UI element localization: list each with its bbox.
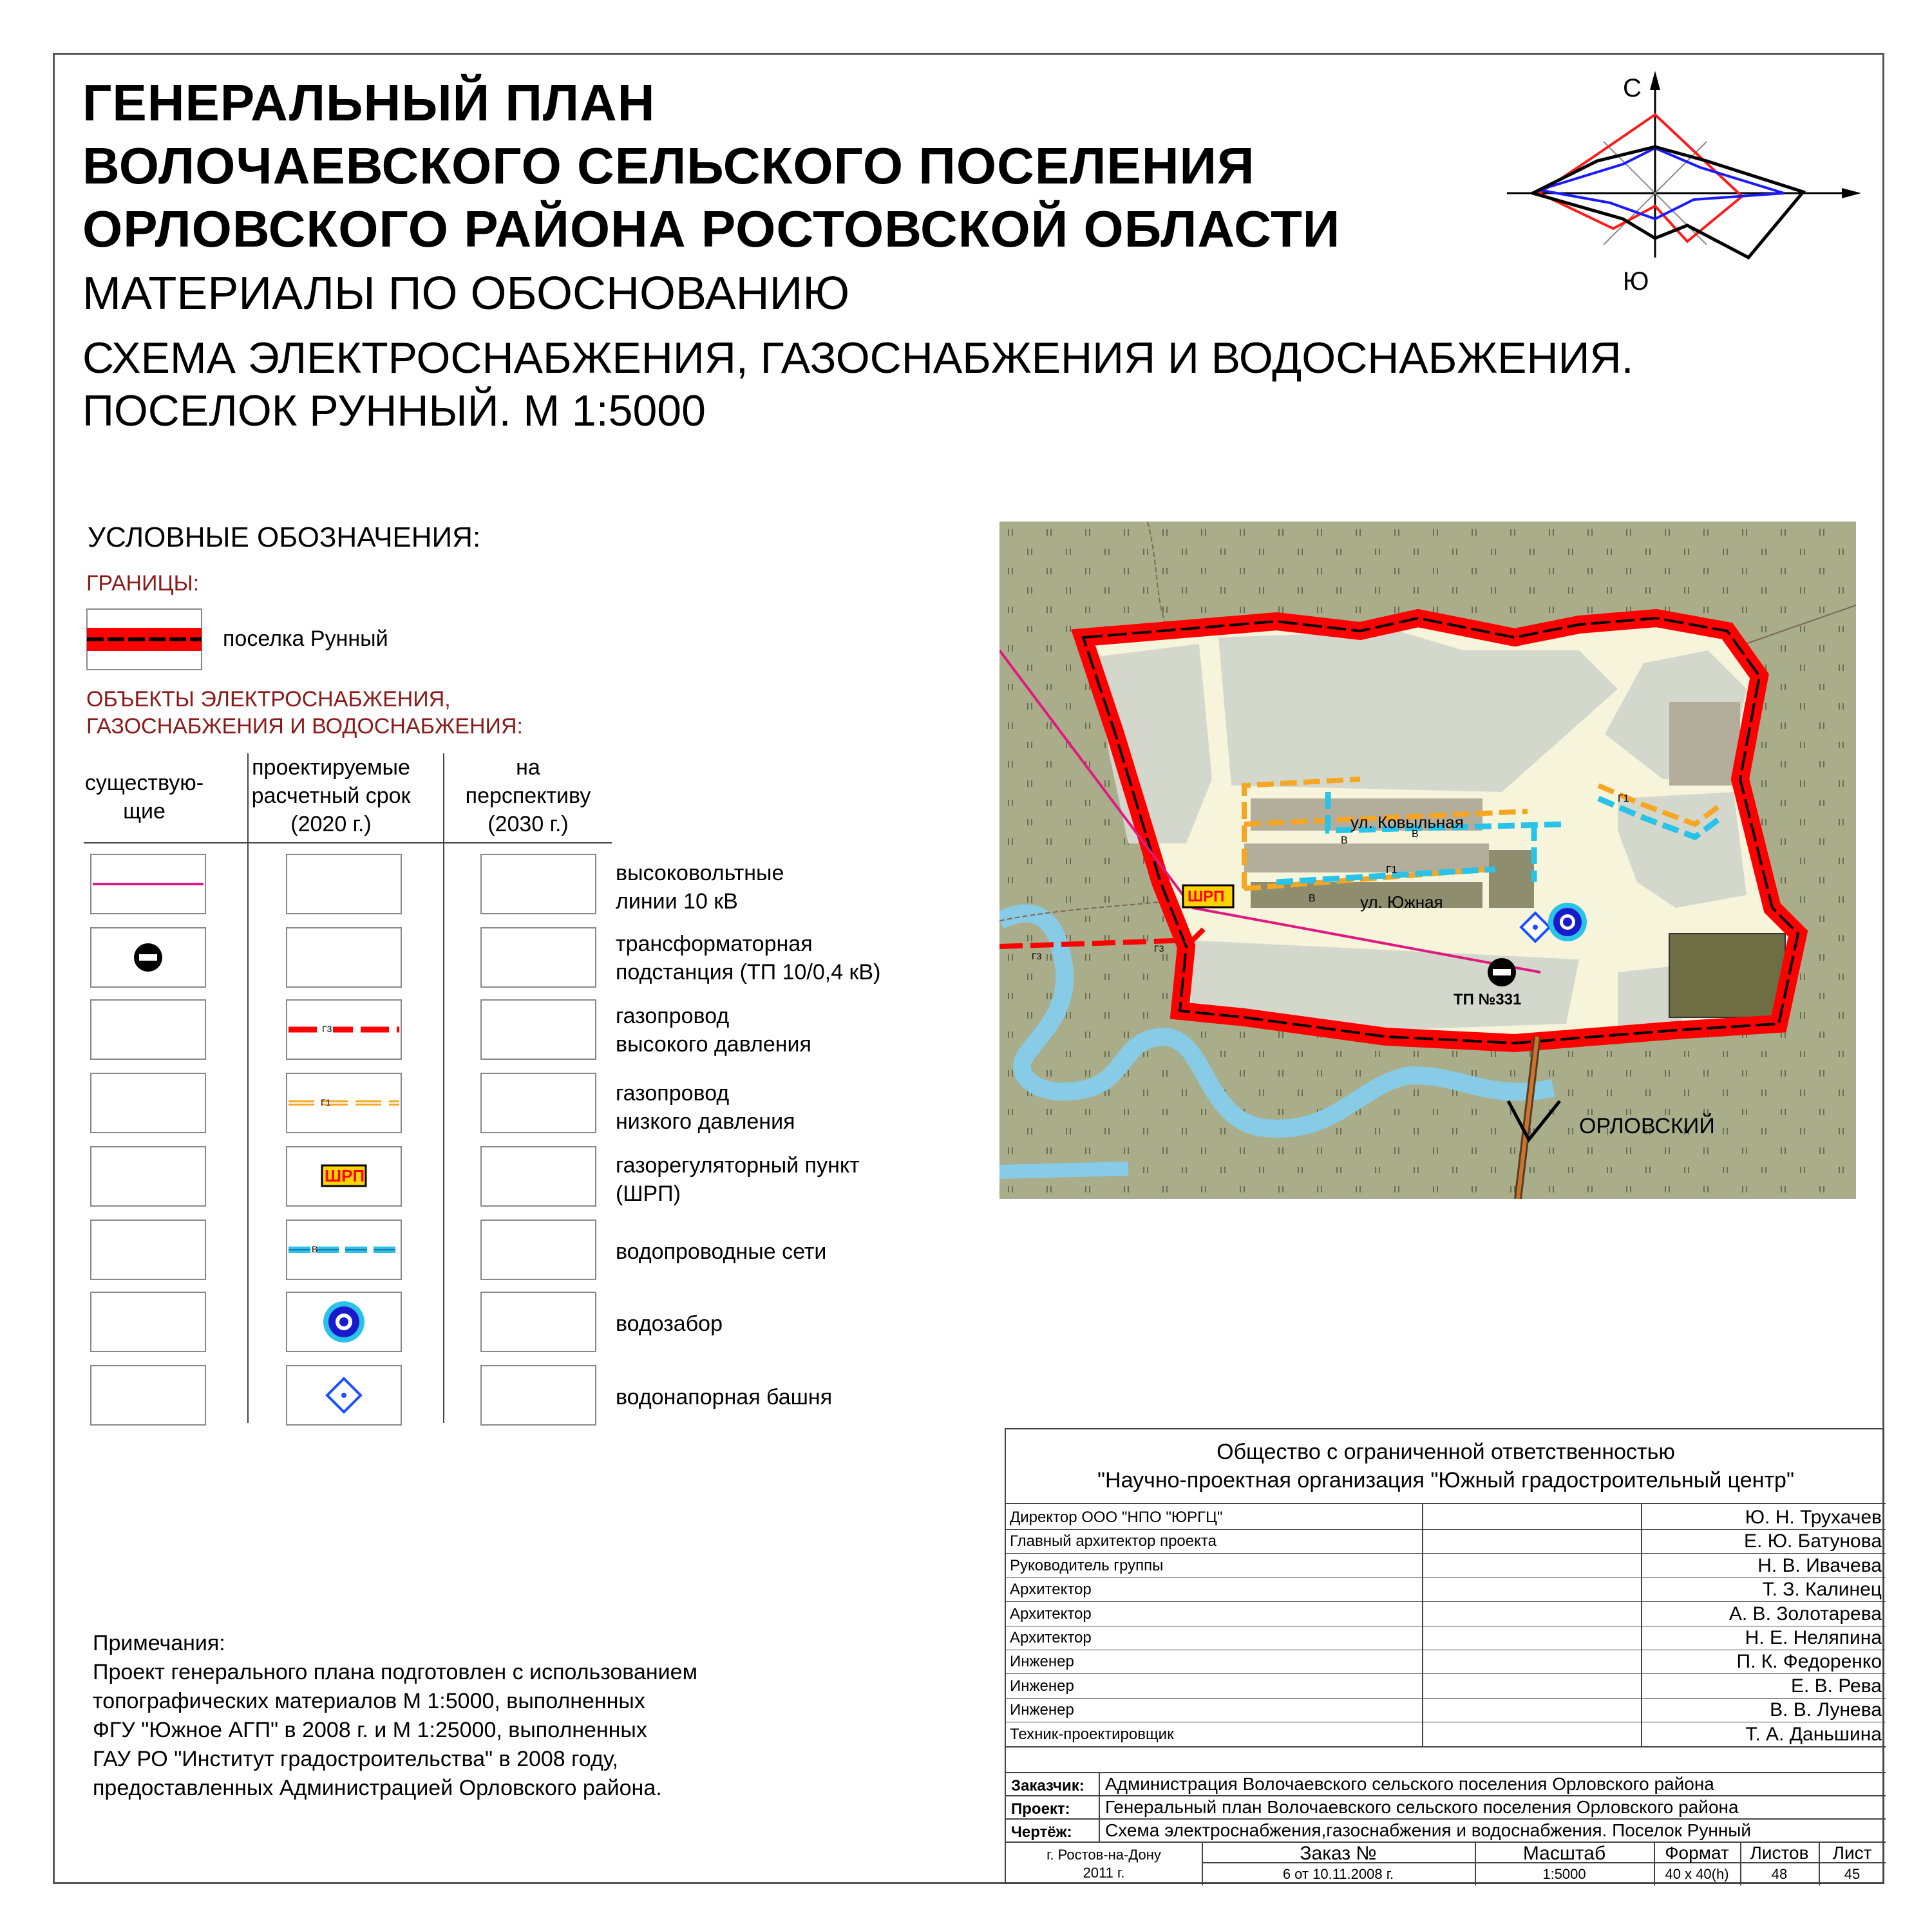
legend-item-tower: водонапорная башня	[616, 1385, 833, 1409]
legend-col-divider-2	[443, 753, 444, 1423]
svg-text:В: В	[1341, 835, 1348, 846]
legend-v-label: В	[312, 1244, 318, 1254]
legend-gas-high-icon	[286, 999, 402, 1060]
svg-text:ШРП: ШРП	[1188, 888, 1225, 905]
stamp-person: Н. Е. Неляпина	[1745, 1627, 1882, 1648]
legend-box-tower-existing	[90, 1365, 206, 1426]
title-line-4: МАТЕРИАЛЫ ПО ОБОСНОВАНИЮ	[82, 268, 850, 319]
stamp-drawing: Схема электроснабжения,газоснабжения и водоснабжения. Поселок Рунный	[1105, 1820, 1752, 1840]
legend-item-gas-high: газопровод высокого давления	[616, 1004, 811, 1057]
stamp-org-2: "Научно-проектная организация "Южный градостроительный центр"	[1097, 1468, 1795, 1493]
stamp-role: Техник-проектировщик	[1010, 1725, 1174, 1743]
stamp-role: Инженер	[1010, 1677, 1074, 1695]
road-label: ОРЛОВСКИЙ	[1579, 1114, 1715, 1138]
svg-text:Г3: Г3	[1154, 943, 1164, 954]
svg-text:Г1: Г1	[1618, 793, 1629, 804]
title-line-6: ПОСЕЛОК РУННЫЙ. М 1:5000	[82, 386, 706, 435]
legend-header-divider	[84, 842, 612, 843]
legend-box-shrp-future	[480, 1146, 596, 1207]
legend-box-intake-future	[480, 1292, 596, 1352]
stamp-customer-label: Заказчик:	[1011, 1777, 1084, 1794]
stamp-project-label: Проект:	[1011, 1800, 1070, 1818]
legend-objects-heading-1: ОБЪЕКТЫ ЭЛЕКТРОСНАБЖЕНИЯ,	[86, 687, 451, 711]
title-stamp	[1005, 1428, 1884, 1884]
legend-item-gas-low: газопровод низкого давления	[616, 1081, 795, 1134]
stamp-role: Архитектор	[1010, 1605, 1092, 1623]
note-line-4: ГАУ РО "Институт градостроительства" в 2008 году,	[93, 1747, 618, 1771]
note-line-3: ФГУ "Южное АГП" в 2008 г. и М 1:25000, выполненных	[93, 1718, 647, 1742]
title-line-2: ВОЛОЧАЕВСКОГО СЕЛЬСКОГО ПОСЕЛЕНИЯ	[82, 137, 1255, 194]
stamp-person: П. К. Федоренко	[1736, 1651, 1882, 1673]
svg-text:В: В	[1309, 893, 1316, 904]
legend-box-tp-future	[480, 927, 596, 988]
north-arrow-icon	[1650, 71, 1660, 90]
compass-south-label: Ю	[1623, 267, 1649, 296]
stamp-role: Главный архитектор проекта	[1010, 1532, 1217, 1550]
tp-label: ТП №331	[1454, 991, 1522, 1008]
legend-box-v-existing	[90, 1220, 206, 1280]
stamp-role: Директор ООО "НПО "ЮРГЦ"	[1010, 1509, 1223, 1526]
stamp-project: Генеральный план Волочаевского сельского поселения Орловского района	[1105, 1797, 1739, 1817]
stamp-person: Ю. Н. Трухачев	[1745, 1507, 1882, 1528]
legend-objects-heading-2: ГАЗОСНАБЖЕНИЯ И ВОДОСНАБЖЕНИЯ:	[86, 714, 523, 739]
legend-shrp-label: ШРП	[325, 1166, 365, 1185]
street-kovylnaya: ул. Ковыльная	[1350, 813, 1464, 832]
street-yuzhnaya: ул. Южная	[1360, 892, 1443, 912]
stamp-sheet-label: Лист	[1832, 1843, 1872, 1863]
legend-box-hv-planned	[286, 854, 402, 914]
stamp-person: Е. В. Рева	[1790, 1675, 1882, 1697]
legend-g3-label: Г3	[322, 1024, 332, 1034]
stamp-org-1: Общество с ограниченной ответственностью	[1217, 1440, 1675, 1464]
stamp-sheets-label: Листов	[1750, 1843, 1809, 1863]
wind-rose	[1494, 64, 1868, 296]
stamp-person: А. В. Золотарева	[1728, 1603, 1882, 1625]
legend-item-tp: трансформаторная подстанция (ТП 10/0,4 кВ)	[616, 932, 881, 984]
note-line-1: Проект генерального плана подготовлен с использованием	[93, 1660, 697, 1684]
stamp-role: Инженер	[1010, 1653, 1074, 1671]
legend-title: УСЛОВНЫЕ ОБОЗНАЧЕНИЯ:	[88, 522, 481, 553]
legend-water-intake-icon	[286, 1292, 402, 1352]
legend-item-water: водопроводные сети	[616, 1239, 827, 1264]
legend-box-hv-future	[480, 854, 596, 914]
legend-box-tp-planned	[286, 927, 402, 988]
stamp-sheets: 48	[1771, 1866, 1788, 1882]
stamp-role: Архитектор	[1010, 1629, 1092, 1646]
stamp-role: Инженер	[1010, 1701, 1074, 1719]
stamp-sheet: 45	[1844, 1866, 1861, 1882]
legend-borders-heading: ГРАНИЦЫ:	[86, 571, 200, 596]
note-line-2: топографических материалов М 1:5000, выполненных	[93, 1689, 645, 1713]
stamp-person: Н. В. Ивачева	[1757, 1554, 1882, 1576]
stamp-person: Т. З. Калинец	[1762, 1579, 1882, 1601]
title-line-5: СХЕМА ЭЛЕКТРОСНАБЖЕНИЯ, ГАЗОСНАБЖЕНИЯ И ВОДОСНАБЖЕНИЯ.	[82, 334, 1634, 382]
legend-box-intake-existing	[90, 1292, 206, 1352]
legend-item-shrp: газорегуляторный пункт (ШРП)	[616, 1153, 860, 1206]
stamp-scale-label: Масштаб	[1522, 1843, 1606, 1864]
stamp-order: 6 от 10.11.2008 г.	[1282, 1866, 1394, 1882]
svg-text:В: В	[1412, 829, 1419, 840]
stamp-person: Т. А. Даньшина	[1745, 1723, 1882, 1745]
svg-text:Г1: Г1	[1386, 865, 1397, 876]
stamp-order-label: Заказ №	[1300, 1843, 1377, 1864]
svg-text:Г3: Г3	[1032, 951, 1042, 961]
legend-g1-label: Г1	[321, 1097, 331, 1107]
legend-border-label: поселка Рунный	[223, 626, 388, 651]
legend-box-g1-future	[480, 1073, 596, 1133]
stamp-format-label: Формат	[1665, 1843, 1729, 1863]
legend-item-hv: высоковольтные линии 10 кВ	[616, 861, 784, 914]
legend-item-intake: водозабор	[616, 1312, 723, 1336]
legend-col-future: на перспективу (2030 г.)	[465, 755, 591, 836]
legend-substation-icon	[90, 927, 206, 988]
compass-north-label: С	[1623, 74, 1642, 102]
notes-heading: Примечания:	[93, 1631, 225, 1655]
stamp-format: 40 х 40(h)	[1665, 1866, 1729, 1882]
stamp-role: Архитектор	[1010, 1581, 1092, 1599]
legend-box-v-future	[480, 1220, 596, 1280]
settlement-map	[999, 522, 1856, 1199]
stamp-drawing-label: Чертёж:	[1011, 1823, 1072, 1841]
legend-box-tower-future	[480, 1365, 596, 1426]
legend-box-g1-existing	[90, 1073, 206, 1133]
stamp-person: Е. Ю. Батунова	[1744, 1531, 1882, 1552]
legend-box-shrp-existing	[90, 1146, 206, 1207]
east-arrow-icon	[1842, 188, 1861, 198]
stamp-year: 2011 г.	[1083, 1865, 1125, 1881]
legend-col-existing: существую- щие	[84, 771, 204, 824]
stamp-city: г. Ростов-на-Дону	[1046, 1847, 1161, 1863]
legend-gas-low-icon	[286, 1073, 402, 1133]
legend-border-symbol	[86, 608, 202, 670]
legend-box-g3-future	[480, 999, 596, 1060]
title-line-1: ГЕНЕРАЛЬНЫЙ ПЛАН	[82, 74, 656, 131]
stamp-scale: 1:5000	[1542, 1866, 1586, 1882]
legend-water-tower-icon	[286, 1365, 402, 1426]
legend-hv-line-icon	[90, 854, 206, 914]
legend-col-divider-1	[247, 753, 249, 1423]
title-line-3: ОРЛОВСКОГО РАЙОНА РОСТОВСКОЙ ОБЛАСТИ	[82, 200, 1341, 258]
legend-box-g3-existing	[90, 999, 206, 1060]
stamp-customer: Администрация Волочаевского сельского поселения Орловского района	[1105, 1774, 1714, 1794]
note-line-5: предоставленных Администрацией Орловского района.	[93, 1776, 662, 1800]
stamp-person: В. В. Лунева	[1770, 1699, 1882, 1721]
legend-water-icon	[286, 1220, 402, 1280]
legend-col-planned: проектируемые расчетный срок (2020 г.)	[251, 755, 411, 836]
stamp-role: Руководитель группы	[1010, 1556, 1164, 1574]
